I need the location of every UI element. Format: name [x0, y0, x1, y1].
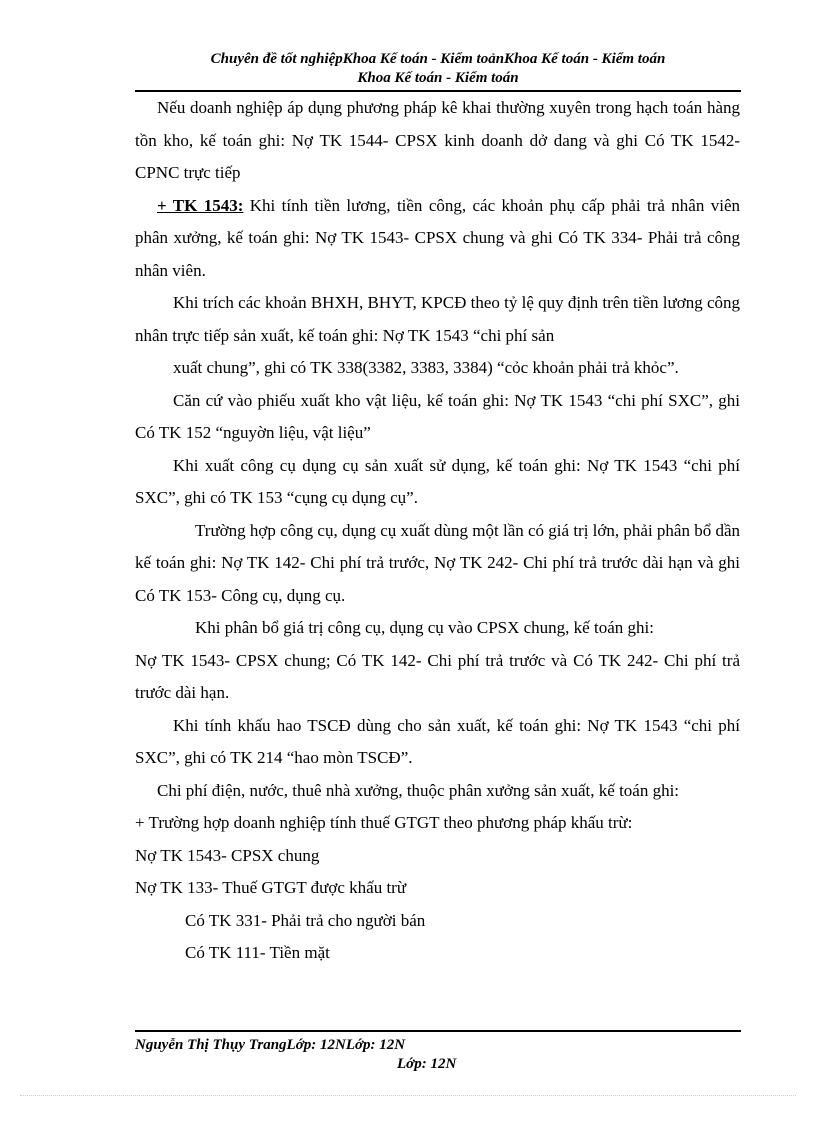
paragraph-tk1543: [135, 190, 740, 288]
tk1543-heading: + TK 1543:: [157, 195, 244, 215]
footer-line-2: Lớp: 12N: [397, 1056, 457, 1072]
entry-line-1: + Trường hợp doanh nghiệp tính thuế GTGT theo phương pháp khấu trừ:: [135, 813, 633, 832]
page-edge-dots: [20, 1095, 796, 1096]
page-body: [135, 92, 740, 970]
header-line-2: Khoa Kế toán - Kiểm toán: [357, 70, 519, 86]
tk1543-text: Khi tính tiền lương, tiền công, các khoản phụ cấp phải trả nhân viên phân xưởng, kế toán ghi: Nợ TK 1543- CPSX chung và ghi Có TK 334- Phải trả công nhân viên.: [135, 195, 741, 280]
entry-line-3: Nợ TK 133- Thuế GTGT được khấu trừ: [135, 878, 407, 897]
paragraph-3-continued: xuất chung”, ghi có TK 338(3382, 3383, 3384) “cỏc khoản phải trả khỏc”.: [173, 358, 679, 377]
entry-line-5: Có TK 111- Tiền mặt: [185, 943, 330, 962]
footer-divider: [135, 1030, 741, 1032]
page-footer: [135, 1036, 741, 1074]
paragraph-5: Khi xuất công cụ dụng cụ sản xuất sử dụng, kế toán ghi: Nợ TK 1543 “chi phí SXC”, ghi có TK 153 “cụng cụ dụng cụ”.: [135, 455, 740, 507]
paragraph-6: Trường hợp công cụ, dụng cụ xuất dùng một lần có giá trị lớn, phải phân bổ dần kế toán ghi: Nợ TK 142- Chi phí trả trước, Nợ TK 242- Chi phí trả trước dài hạn và ghi Có TK 153- Công cụ, dụng cụ.: [135, 520, 741, 605]
paragraph-7-rest: Nợ TK 1543- CPSX chung; Có TK 142- Chi phí trả trước và Có TK 242- Chi phí trả trước dài hạn.: [135, 650, 740, 702]
paragraph-4: Căn cứ vào phiếu xuất kho vật liệu, kế toán ghi: Nợ TK 1543 “chi phí SXC”, ghi Có TK 152 “nguyờn liệu, vật liệu”: [135, 390, 740, 442]
paragraph-3: Khi trích các khoản BHXH, BHYT, KPCĐ theo tỷ lệ quy định trên tiền lương công nhân trực tiếp sản xuất, kế toán ghi: Nợ TK 1543 “chi phí sản: [135, 293, 740, 345]
entry-line-4: Có TK 331- Phải trả cho người bán: [185, 910, 426, 930]
entry-line-2: Nợ TK 1543- CPSX chung: [135, 845, 320, 865]
paragraph-1: Nếu doanh nghiệp áp dụng phương pháp kê khai thường xuyên trong hạch toán hàng tồn kho, kế toán ghi: Nợ TK 1544- CPSX kinh doanh dở dang và ghi Có TK 1542- CPNC trực tiếp: [135, 98, 740, 182]
footer-line-1: Nguyễn Thị Thụy TrangLớp: 12NLớp: 12N: [135, 1037, 406, 1053]
paragraph-7-first: Khi phân bổ giá trị công cụ, dụng cụ vào CPSX chung, kế toán ghi:: [195, 618, 654, 637]
page-header: [135, 50, 741, 88]
header-line-1: Chuyên đề tốt nghiệpKhoa Kế toán - Kiểm toảnKhoa Kế toán - Kiểm toán: [210, 51, 666, 67]
paragraph-9: Chi phí điện, nước, thuê nhà xưởng, thuộc phân xưởng sản xuất, kế toán ghi:: [157, 780, 680, 800]
paragraph-8: Khi tính khấu hao TSCĐ dùng cho sản xuất, kế toán ghi: Nợ TK 1543 “chi phí SXC”, ghi có TK 214 “hao mòn TSCĐ”.: [135, 715, 740, 767]
